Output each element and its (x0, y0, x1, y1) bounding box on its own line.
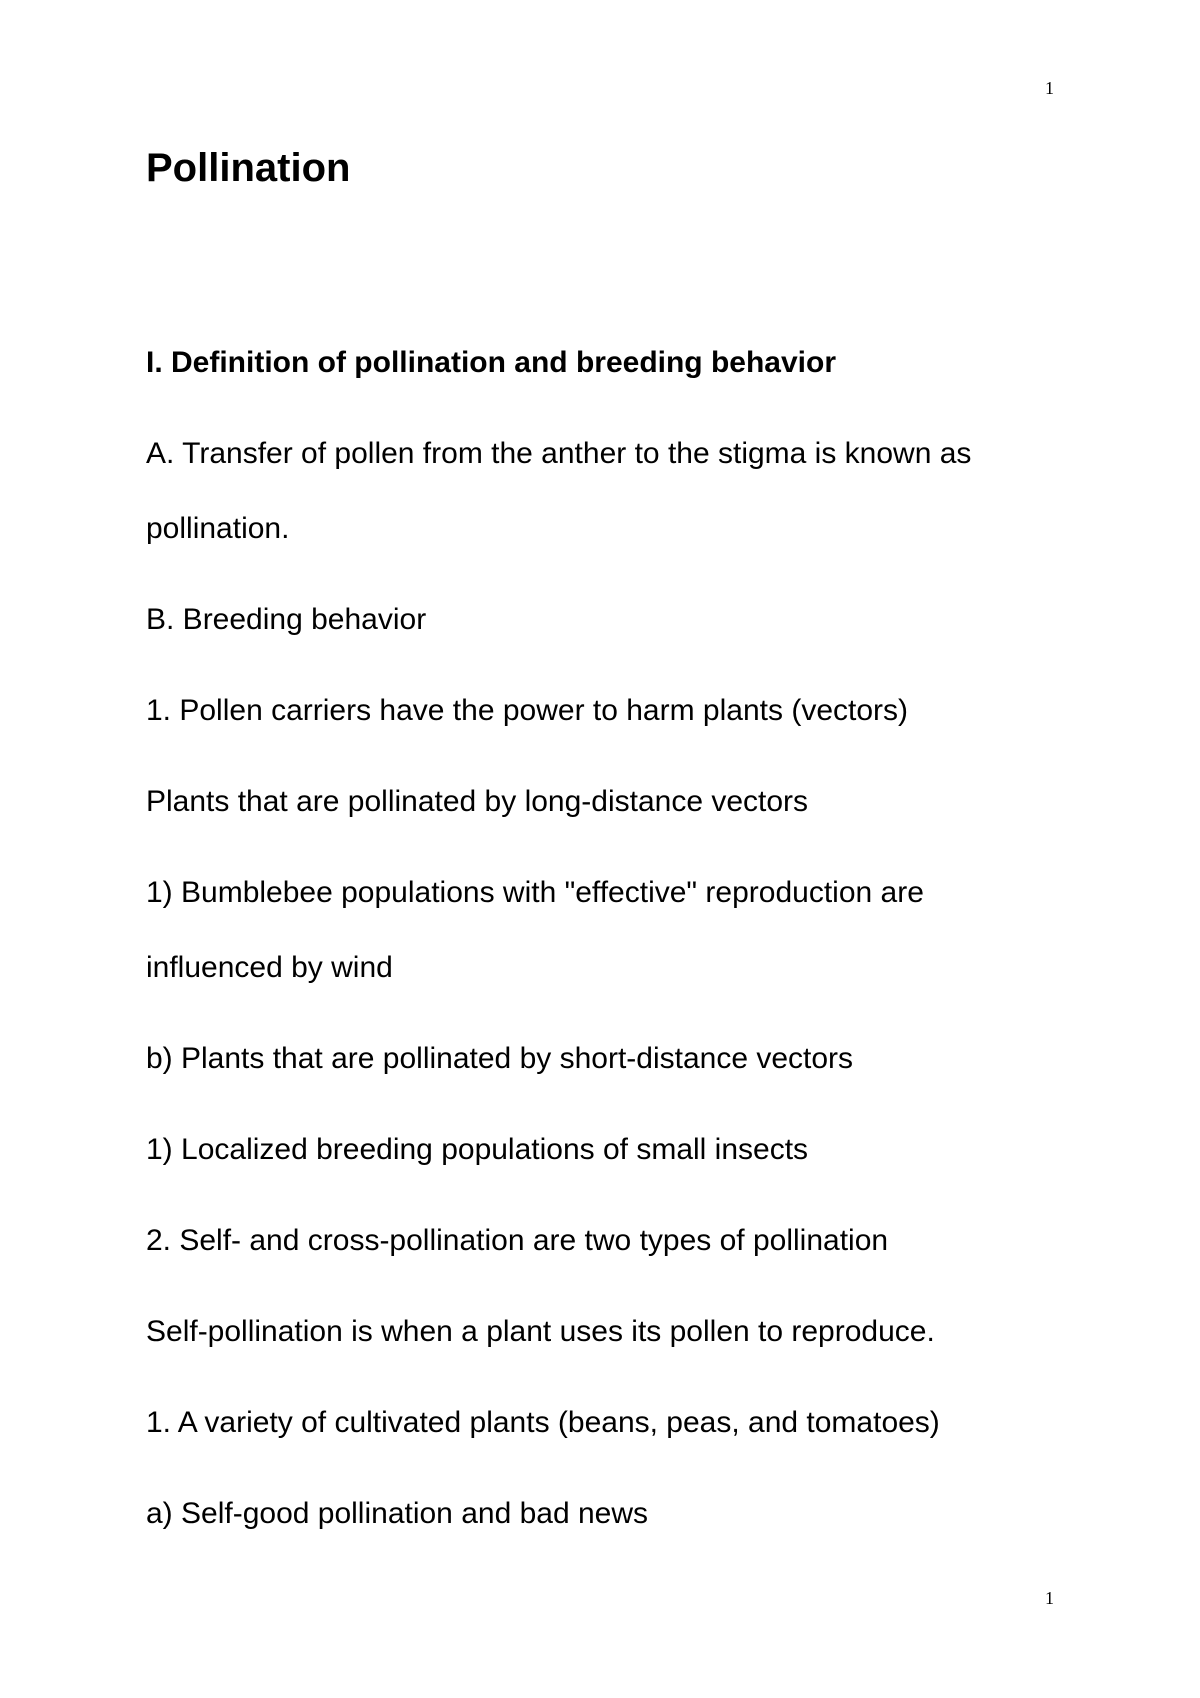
body-line: 1. A variety of cultivated plants (beans, peas, and tomatoes) (146, 1406, 940, 1439)
page-number-top: 1 (1045, 78, 1054, 98)
body-line: 1) Bumblebee populations with "effective" reproduction are (146, 876, 924, 909)
section-heading: I. Definition of pollination and breeding behavior (146, 346, 836, 379)
body-line: Plants that are pollinated by long-distance vectors (146, 785, 809, 818)
body-line: 1) Localized breeding populations of small insects (146, 1133, 809, 1166)
page-title: Pollination (146, 146, 351, 190)
body-line: A. Transfer of pollen from the anther to the stigma is known as (146, 437, 972, 470)
page-number-bottom: 1 (1045, 1588, 1054, 1608)
body-line: influenced by wind (146, 951, 393, 984)
body-line: 1. Pollen carriers have the power to harm plants (vectors) (146, 694, 908, 727)
body-line: pollination. (146, 512, 290, 545)
body-line: a) Self-good pollination and bad news (146, 1497, 649, 1530)
body-line: b) Plants that are pollinated by short-distance vectors (146, 1042, 854, 1075)
body-line: Self-pollination is when a plant uses its pollen to reproduce. (146, 1315, 935, 1348)
body-line: 2. Self- and cross-pollination are two types of pollination (146, 1224, 889, 1257)
body-line: B. Breeding behavior (146, 603, 427, 636)
